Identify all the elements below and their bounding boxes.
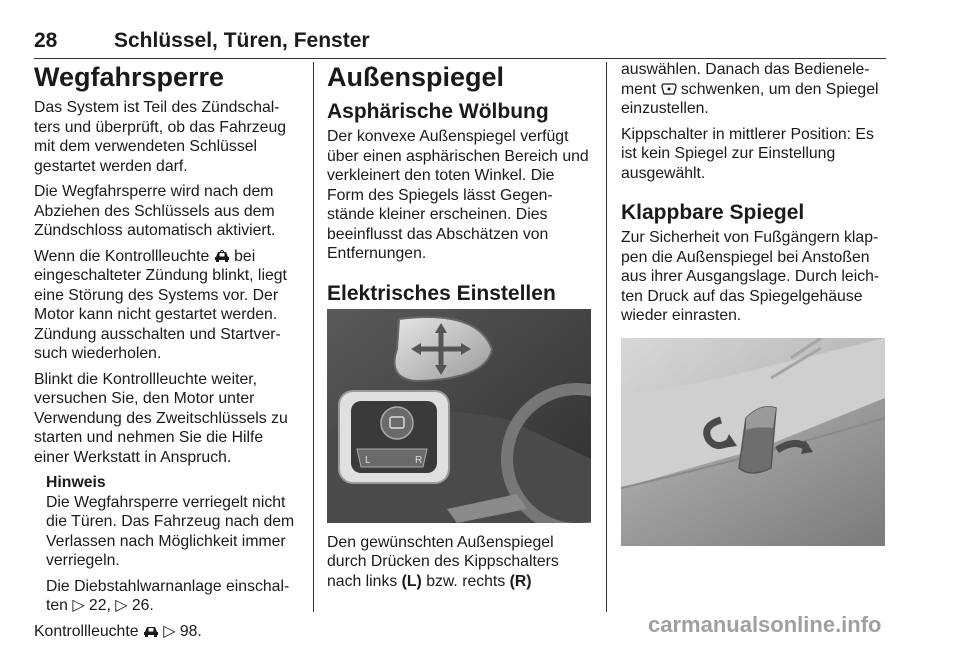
paragraph: Der konvexe Außenspiegel verfügt über einen asphärischen Bereich und verkleinert den toten Winkel. Die Form des Spiegels lässt Gegenstände kleiner erscheinen. Dies beeinflusst das Abschätzen von Entfernungen. <box>327 128 589 262</box>
svg-text:R: R <box>415 454 423 466</box>
column-3 <box>621 60 887 556</box>
watermark: carmanualsonline.info <box>648 612 882 637</box>
paragraph <box>621 60 887 119</box>
text-run: Kontrollleuchte <box>34 622 139 640</box>
folding-mirror-illustration <box>621 338 885 546</box>
page-number: 28 <box>34 29 58 52</box>
text-run: Die Diebstahlwarnanlage einschalten <box>46 577 290 614</box>
column-divider-2 <box>606 62 607 612</box>
paragraph: Blinkt die Kontrollleuchte weiter, versuchen Sie, den Motor unter Verwendung des Zweitschlüssels zu starten und nehmen Sie die Hilfe einer Werkstatt in Anspruch. <box>34 370 288 466</box>
text-run: schwenken, um den Spiegel einzustellen. <box>621 80 879 117</box>
paragraph: Das System ist Teil des Zündschalters und überprüft, ob das Fahrzeug mit dem verwendeten Schlüssel gestartet werden darf. <box>34 99 287 175</box>
header-rule <box>34 58 886 59</box>
column-divider-1 <box>313 62 314 612</box>
paragraph: Zur Sicherheit von Fußgängern klappen die Außenspiegel bei Anstoßen aus ihrer Ausgangslage. Durch leichten Druck auf das Spiegelgehäuse wieder einrasten. <box>621 229 880 324</box>
column-1 <box>34 60 300 647</box>
page-reference-link[interactable]: 22 <box>88 597 107 614</box>
subheading-asphaerische-woelbung: Asphärische Wölbung <box>327 100 549 123</box>
page-header <box>34 28 370 54</box>
paragraph <box>34 247 300 364</box>
switch-left-label: (L) <box>401 572 422 590</box>
note-paragraph: Die Wegfahrsperre verriegelt nicht die Türen. Das Fahrzeug nach dem Verlassen nach Möglichkeit immer verriegeln. <box>46 493 295 569</box>
mirror-adjust-icon <box>661 82 677 96</box>
immobiliser-warning-icon <box>214 249 230 263</box>
switch-right-label: (R) <box>509 572 532 590</box>
column-2 <box>327 60 593 597</box>
text-run: Den gewünschten Außenspiegel durch Drücken des Kippschalters nach links <box>327 533 559 590</box>
immobiliser-warning-icon <box>143 624 159 638</box>
page-reference-link[interactable]: 98 <box>179 622 198 640</box>
note-box <box>34 473 300 616</box>
svg-text:L: L <box>365 454 371 466</box>
figure-caption <box>327 533 593 592</box>
paragraph: Kontrollleuchte ▷ 98. <box>34 622 202 640</box>
page-ref-arrow-icon: ▷ <box>72 597 85 614</box>
note-title: Hinweis <box>46 474 106 491</box>
mirror-switch-illustration <box>327 309 591 523</box>
page-title: Schlüssel, Türen, Fenster <box>114 29 370 52</box>
page-reference-link[interactable]: 26 <box>131 597 150 614</box>
page-ref-arrow-icon: ▷ <box>163 622 176 640</box>
text-run: bzw. rechts <box>426 572 506 590</box>
paragraph: Die Wegfahrsperre wird nach dem Abziehen des Schlüssels aus dem Zündschloss automatisch aktiviert. <box>34 183 276 239</box>
section-heading-wegfahrsperre: Wegfahrsperre <box>34 62 225 92</box>
text-run: bei eingeschalteter Zündung blinkt, liegt eine Störung des Systems vor. Der Motor kann nicht gestartet werden. Zündung ausschalten und Startversuch wiederholen. <box>34 247 287 362</box>
text-run: Wenn die Kontrollleuchte <box>34 247 210 265</box>
page-ref-arrow-icon: ▷ <box>115 597 128 614</box>
paragraph: Kippschalter in mittlerer Position: Es ist kein Spiegel zur Einstellung ausgewählt. <box>621 125 874 182</box>
text-run: auswählen. Danach das Bedienelement <box>621 61 870 98</box>
subheading-klappbare-spiegel: Klappbare Spiegel <box>621 201 805 224</box>
subheading-elektrisches-einstellen: Elektrisches Einstellen <box>327 281 556 305</box>
note-paragraph: Die Diebstahlwarnanlage einschalten ▷ 22, ▷ 26. <box>46 577 290 614</box>
section-heading-aussenspiegel: Außenspiegel <box>327 62 505 92</box>
